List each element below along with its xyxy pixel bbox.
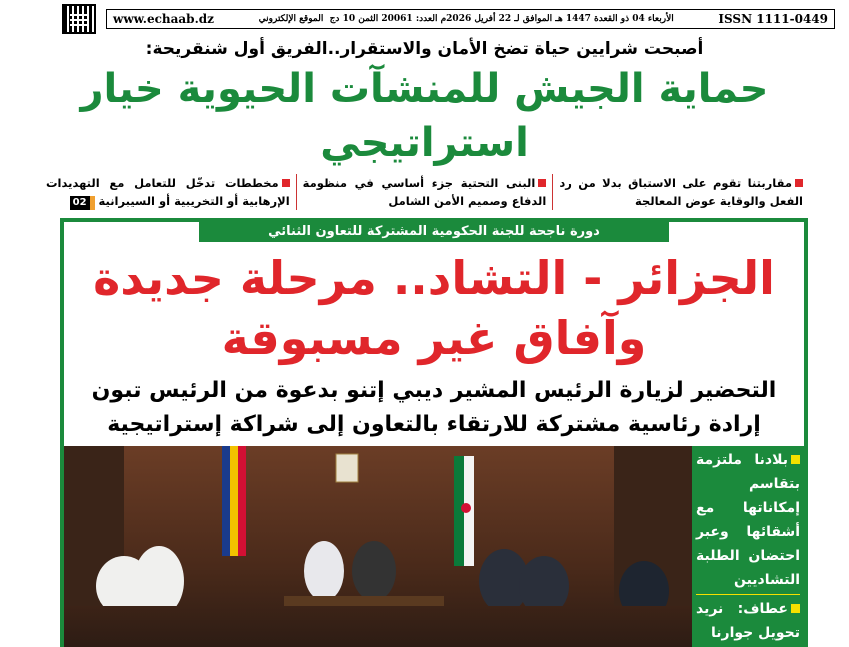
- sidebar-box: [692, 446, 804, 647]
- masthead-info-bar: [106, 9, 835, 29]
- top-story-bullets: [40, 174, 809, 210]
- lead-story-subhead-1: التحضير لزيارة الرئيس المشير ديبي إتنو بدعوة من الرئيس تبون: [91, 378, 777, 403]
- bullet-item: مقاربتنا تقوم على الاستباق بدلا من رد الفعل والوقاية عوض المعالجة: [552, 174, 809, 210]
- masthead: [0, 0, 849, 34]
- page-ref: 02: [70, 196, 95, 210]
- bullet-square-icon: [791, 604, 800, 613]
- sidebar-item: عطاف: نريد تحويل جوارنا: [696, 601, 800, 641]
- issn: ISSN 1111-0449: [718, 12, 828, 26]
- website-label: الموقع الإلكتروني: [258, 14, 324, 24]
- bullet-square-icon: [791, 455, 800, 464]
- bullet-square-icon: [795, 179, 803, 187]
- lead-story-media-row: [64, 446, 804, 647]
- lead-story-subhead-2: إرادة رئاسية مشتركة للارتقاء بالتعاون إلى شراكة إستراتيجية: [107, 412, 761, 437]
- chad-flag: [222, 446, 230, 556]
- meeting-photo: [64, 446, 692, 647]
- portrait-frame: [336, 454, 358, 482]
- lead-story-tagline: دورة ناجحة للجنة الحكومية المشتركة للتعاون الثنائي: [199, 222, 669, 242]
- date-line: الأربعاء 04 ذو القعدة 1447 هـ الموافق لـ 22 أفريل 2026م العدد: 20061 الثمن 10 دج الموقع الإلكتروني: [258, 14, 674, 24]
- top-story-headline: حماية الجيش للمنشآت الحيوية خيار استراتيجي: [80, 66, 769, 166]
- divider: [696, 594, 800, 595]
- qr-code: [62, 4, 96, 34]
- lead-story-headline: الجزائر - التشاد.. مرحلة جديدة وآفاق غير مسبوقة: [93, 251, 775, 365]
- top-story-kicker: أصبحت شرايين حياة تضخ الأمان والاستقرار..الفريق أول شنقريحة:: [145, 39, 704, 59]
- bullet-square-icon: [282, 179, 290, 187]
- sidebar-item: بلادنا ملتزمة بتقاسم إمكاناتها مع أشقائها وعبر احتضان الطلبة التشاديين: [696, 452, 800, 588]
- lead-story-frame: [60, 218, 808, 647]
- bullet-item: مخططات تدخّل للتعامل مع التهديدات الإرهابية أو التخريبية أو السيبرانية02: [45, 176, 290, 208]
- bullet-item: البنى التحتية جزء أساسي في منظومة الدفاع وصميم الأمن الشامل: [296, 174, 553, 210]
- website[interactable]: www.echaab.dz: [113, 12, 214, 26]
- bullet-square-icon: [538, 179, 546, 187]
- meeting-photo-scene: [64, 446, 692, 606]
